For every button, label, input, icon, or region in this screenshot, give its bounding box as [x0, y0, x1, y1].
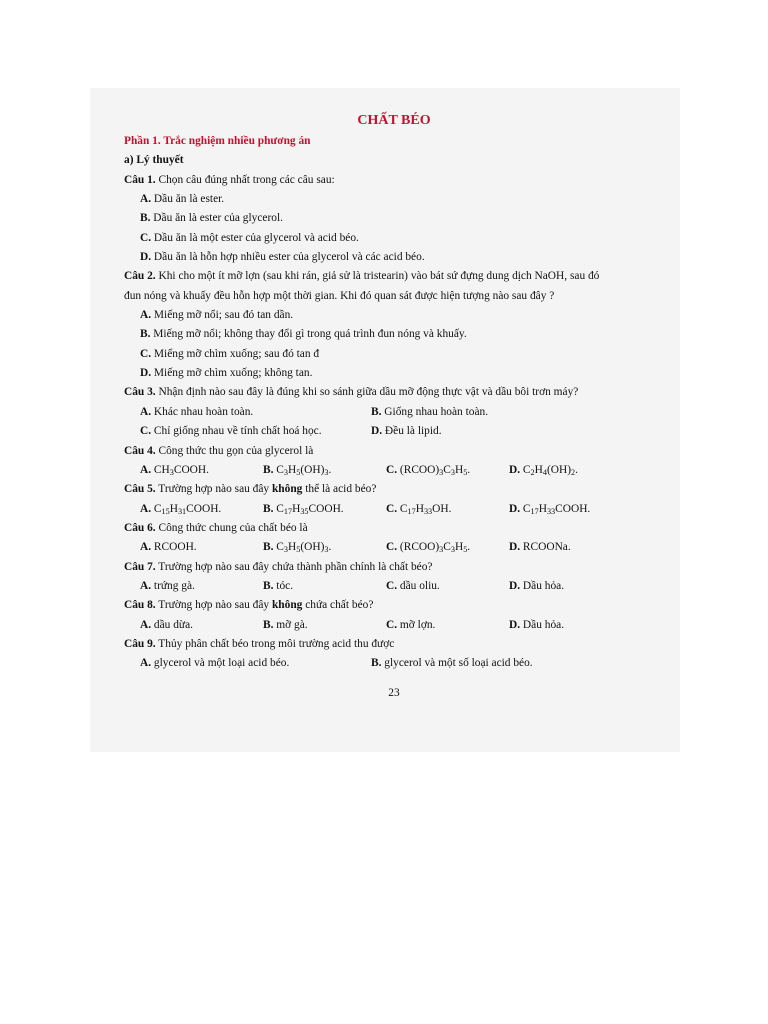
option-letter: C.: [386, 502, 400, 515]
question-9: [124, 635, 664, 654]
option-letter: D.: [509, 541, 523, 554]
q3-option-a: [140, 403, 371, 422]
option-letter: C.: [140, 347, 154, 360]
q3-options-row-1: [124, 403, 664, 422]
option-letter: B.: [263, 579, 277, 592]
question-7: [124, 558, 664, 577]
q3-options-row-2: [124, 422, 664, 441]
q2-option-c: [124, 345, 664, 364]
option-letter: A.: [140, 541, 154, 554]
question-2: [124, 267, 664, 286]
option-text: Dầu ăn là hỗn hợp nhiều ester của glycerol và các acid béo.: [153, 251, 425, 264]
q9-option-b: [371, 654, 533, 673]
document-page: [124, 110, 664, 703]
question-text: Trường hợp nào sau đây: [155, 483, 272, 496]
question-label: Câu 2.: [124, 270, 156, 283]
q6-options-row: [124, 538, 664, 557]
q8-option-a: [140, 616, 263, 635]
option-text: Miếng mỡ chìm xuống; không tan.: [153, 367, 313, 380]
question-4: [124, 442, 664, 461]
q4-options-row: [124, 461, 664, 480]
q1-option-d: [124, 248, 664, 267]
section-heading: Phần 1. Trắc nghiệm nhiều phương án: [124, 135, 311, 147]
question-text: Chọn câu đúng nhất trong các câu sau:: [155, 173, 335, 186]
subsection-heading: a) Lý thuyết: [124, 154, 184, 167]
option-text: glycerol và một loại acid béo.: [153, 657, 290, 670]
option-text: mỡ lợn.: [399, 618, 436, 631]
question-text: Nhận định nào sau đây là đúng khi so sánh giữa dầu mỡ động thực vật và dầu bôi trơn máy?: [155, 386, 579, 399]
option-letter: B.: [371, 405, 385, 418]
q8-option-c: [386, 616, 509, 635]
q5-option-a: A. $C_{15}H_{31}COOH$.: [140, 502, 222, 516]
option-text: dầu oliu.: [399, 579, 440, 592]
option-letter: A.: [140, 657, 154, 670]
option-letter: A.: [140, 405, 154, 418]
question-text: chứa chất béo?: [302, 599, 374, 612]
option-text: mỡ gà.: [276, 618, 308, 631]
question-label: Câu 6.: [124, 521, 156, 534]
option-text: Dầu hỏa.: [522, 579, 565, 592]
question-label: Câu 4.: [124, 444, 156, 457]
q2-option-d: [124, 364, 664, 383]
page-number: 23: [388, 686, 400, 699]
document-title: CHẤT BÉO: [357, 113, 431, 128]
option-text: Khác nhau hoàn toàn.: [153, 405, 254, 418]
option-text: Đều là lipid.: [384, 425, 442, 438]
option-letter: D.: [371, 425, 385, 438]
question-text: Thủy phân chất béo trong môi trường acid thu được: [155, 637, 395, 650]
option-letter: D.: [140, 251, 154, 264]
question-5: [124, 480, 664, 499]
q8-options-row: [124, 616, 664, 635]
q5-option-c: C. $C_{17}H_{33}OH$.: [386, 502, 452, 516]
option-text: tóc.: [276, 579, 294, 592]
option-text: glycerol và một số loại acid béo.: [384, 657, 533, 670]
option-letter: C.: [140, 425, 154, 438]
question-emphasis: không: [271, 599, 303, 612]
option-text: Dầu ăn là ester.: [153, 193, 225, 206]
option-letter: A.: [140, 502, 154, 515]
option-letter: B.: [140, 212, 154, 225]
q3-option-c: [140, 422, 371, 441]
option-letter: B.: [140, 328, 154, 341]
option-letter: A.: [140, 579, 154, 592]
q6-option-c: C. $(RCOO)_3C_3H_5$.: [386, 541, 471, 555]
q8-option-b: [263, 616, 386, 635]
question-text: Công thức chung của chất béo là: [155, 521, 308, 534]
q2-option-b: [124, 325, 664, 344]
q4-option-d: D. $C_2H_4(OH)_2$.: [509, 463, 578, 477]
question-label: Câu 9.: [124, 637, 156, 650]
question-3: [124, 383, 664, 402]
option-text: trứng gà.: [153, 579, 195, 592]
option-letter: B.: [371, 657, 385, 670]
option-letter: C.: [386, 541, 400, 554]
option-text: Miếng mỡ nổi; không thay đổi gì trong quá trình đun nóng và khuấy.: [153, 328, 467, 341]
option-letter: D.: [509, 579, 523, 592]
question-label: Câu 8.: [124, 599, 156, 612]
question-2-continued: đun nóng và khuấy đều hỗn hợp một thời gian. Khi đó quan sát được hiện tượng nào sau đây ?: [124, 289, 555, 302]
option-letter: A.: [140, 618, 154, 631]
q6-option-d: [509, 538, 571, 557]
option-text: Miếng mỡ chìm xuống; sau đó tan đ: [153, 347, 320, 360]
option-letter: A.: [140, 193, 154, 206]
q5-options-row: [124, 500, 664, 519]
option-letter: B.: [263, 502, 277, 515]
q3-option-d: [371, 422, 442, 441]
question-text: Trường hợp nào sau đây: [155, 599, 272, 612]
option-letter: B.: [263, 463, 277, 476]
q6-option-a: [140, 538, 263, 557]
option-text: Dầu ăn là một ester của glycerol và acid béo.: [153, 231, 359, 244]
option-text: dầu dừa.: [153, 618, 193, 631]
option-text: RCOONa.: [522, 541, 571, 554]
question-label: Câu 1.: [124, 173, 156, 186]
q4-option-c: C. $(RCOO)_3C_3H_5$.: [386, 463, 471, 477]
option-letter: B.: [263, 618, 277, 631]
q7-option-c: [386, 577, 509, 596]
q9-options-row: [124, 654, 664, 673]
option-letter: C.: [386, 463, 400, 476]
q4-option-a: A. $CH_3COOH$.: [140, 463, 209, 477]
question-text: Công thức thu gọn của glycerol là: [155, 444, 314, 457]
option-text: Dầu hỏa.: [522, 618, 565, 631]
q2-option-a: [124, 306, 664, 325]
question-text: Khi cho một ít mỡ lợn (sau khi rán, giả sử là tristearin) vào bát sứ đựng dung dịch NaOH, sau đó: [155, 270, 600, 283]
q1-option-b: [124, 209, 664, 228]
q5-option-d: D. $C_{17}H_{33}COOH$.: [509, 502, 591, 516]
option-letter: D.: [509, 463, 523, 476]
question-emphasis: không: [271, 483, 303, 496]
q9-option-a: [140, 654, 371, 673]
q7-option-d: [509, 577, 564, 596]
q1-option-a: [124, 190, 664, 209]
option-letter: C.: [140, 231, 154, 244]
question-1: [124, 171, 664, 190]
option-text: Giống nhau hoàn toàn.: [384, 405, 489, 418]
option-letter: D.: [509, 618, 523, 631]
q7-option-b: [263, 577, 386, 596]
q3-option-b: [371, 403, 488, 422]
option-text: Chỉ giống nhau về tính chất hoá học.: [153, 425, 322, 438]
option-letter: A.: [140, 309, 154, 322]
option-letter: D.: [509, 502, 523, 515]
option-letter: B.: [263, 541, 277, 554]
option-text: Dầu ăn là ester của glycerol.: [153, 212, 283, 225]
q4-option-b: B. $C_3H_5(OH)_3$.: [263, 463, 332, 477]
question-label: Câu 5.: [124, 483, 156, 496]
option-letter: D.: [140, 367, 154, 380]
question-6: [124, 519, 664, 538]
option-text: RCOOH.: [153, 541, 197, 554]
option-letter: A.: [140, 463, 154, 476]
q7-options-row: [124, 577, 664, 596]
q8-option-d: [509, 616, 564, 635]
option-letter: C.: [386, 579, 400, 592]
question-8: [124, 596, 664, 615]
option-letter: C.: [386, 618, 400, 631]
question-text: Trường hợp nào sau đây chứa thành phần chính là chất béo?: [155, 560, 433, 573]
q1-option-c: [124, 229, 664, 248]
question-label: Câu 3.: [124, 386, 156, 399]
q7-option-a: [140, 577, 263, 596]
q5-option-b: B. $C_{17}H_{35}COOH$.: [263, 502, 344, 516]
question-label: Câu 7.: [124, 560, 156, 573]
question-text: thể là acid béo?: [302, 483, 377, 496]
q6-option-b: B. $C_3H_5(OH)_3$.: [263, 541, 332, 555]
option-text: Miếng mỡ nổi; sau đó tan dần.: [153, 309, 294, 322]
